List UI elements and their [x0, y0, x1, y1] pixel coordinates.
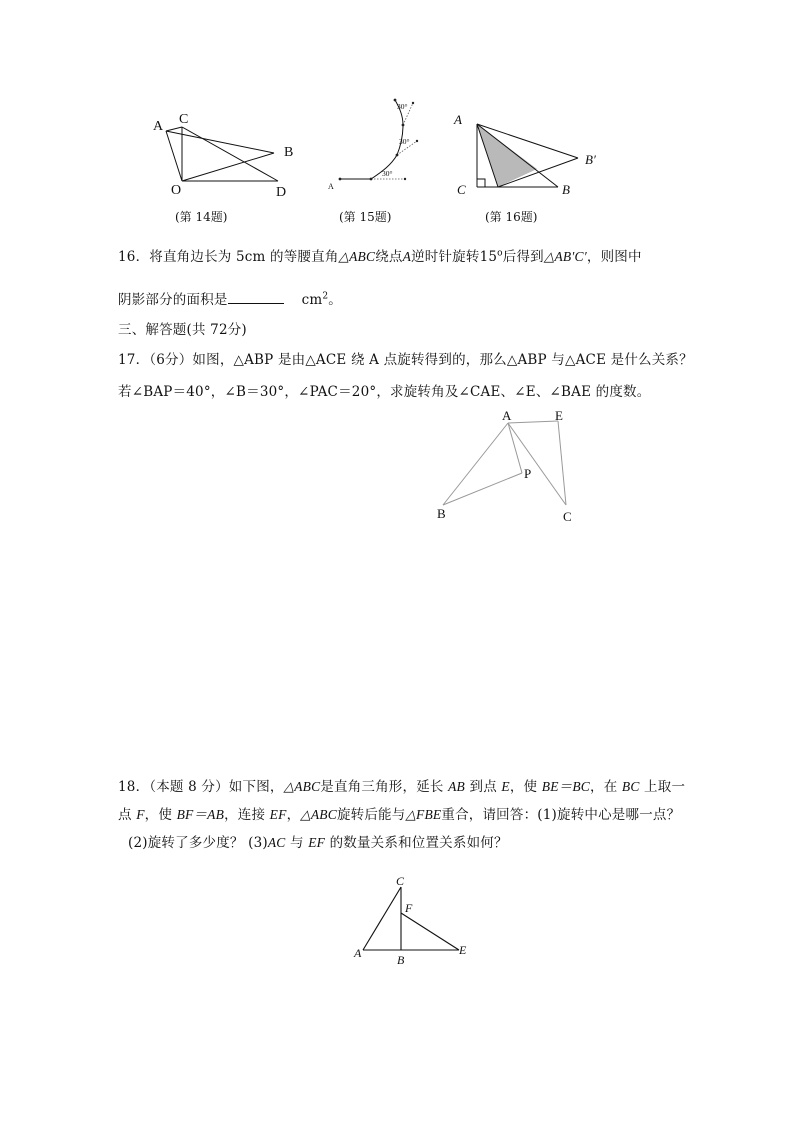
q16-line-2: 阴影部分的面积是 $cm^2$。 [118, 291, 342, 308]
fig14-label-o: O [171, 183, 182, 198]
fig18-label-b: B [397, 953, 405, 967]
fig16-label-a: A [454, 112, 462, 127]
figure-15 [325, 95, 425, 195]
fig15-label-a: A [328, 182, 334, 191]
fig16-label-c: C [457, 182, 466, 197]
q17-line-2: 若∠BAP＝40°，∠B＝30°，∠PAC＝20°，求旋转角及∠CAE、∠E、∠BAE 的度数。 [118, 384, 651, 400]
fig17-label-c: C [563, 509, 572, 524]
fig18-label-f: F [405, 901, 413, 915]
fig18-label-c: C [396, 874, 405, 888]
q18-line-2: 点 F，使 BF＝AB，连接 EF，△ABC旋转后能与△FBE重合，请回答：(1)旋转中心是哪一点？ [118, 807, 681, 823]
section-3-title: 三、解答题(共 72分) [118, 322, 247, 338]
figure-18 [345, 875, 475, 970]
fig17-label-b: B [437, 506, 446, 521]
q16-line-1: 16．将直角边长为 5cm 的等腰直角△ABC绕点A逆时针旋转15$^o$后得到△AB′C′，则图中 [118, 248, 642, 265]
fig14-label-c: C [179, 112, 189, 127]
fig14-label-b: B [284, 145, 294, 160]
fig17-label-p: P [524, 466, 532, 481]
fig14-label-d: D [276, 185, 287, 200]
fig16-label-b-prime: B′ [585, 152, 596, 167]
fig15-angle-2: 30° [399, 137, 410, 146]
q17-line-1: 17．（6分）如图，△ABP 是由△ACE 绕 A 点旋转得到的，那么△ABP 与△ACE 是什么关系？ [118, 352, 693, 368]
fig16-label-b: B [562, 182, 570, 197]
figure-14 [150, 105, 310, 205]
answer-blank [228, 291, 284, 304]
figure-16 [450, 108, 610, 198]
fig14-caption: (第 14题) [175, 210, 228, 224]
fig15-angle-3: 30° [397, 102, 408, 111]
q16-number: 16． [118, 249, 150, 265]
fig16-caption: (第 16题) [485, 210, 538, 224]
fig15-caption: (第 15题) [339, 210, 392, 224]
fig15-angle-1: 30° [382, 169, 393, 178]
q18-line-1: 18．（本题 8 分）如下图，△ABC是直角三角形，延长 AB 到点 E，使 BE＝BC，在 BC 上取一 [118, 779, 686, 795]
figure-17 [430, 405, 590, 530]
fig17-label-e: E [555, 408, 563, 423]
q18-line-3: (2)旋转了多少度？ (3)AC 与 EF 的数量关系和位置关系如何？ [128, 835, 508, 851]
fig14-label-a: A [153, 119, 164, 134]
fig17-label-a: A [502, 408, 512, 423]
fig18-label-e: E [459, 943, 467, 957]
fig18-label-a: A [354, 946, 362, 960]
